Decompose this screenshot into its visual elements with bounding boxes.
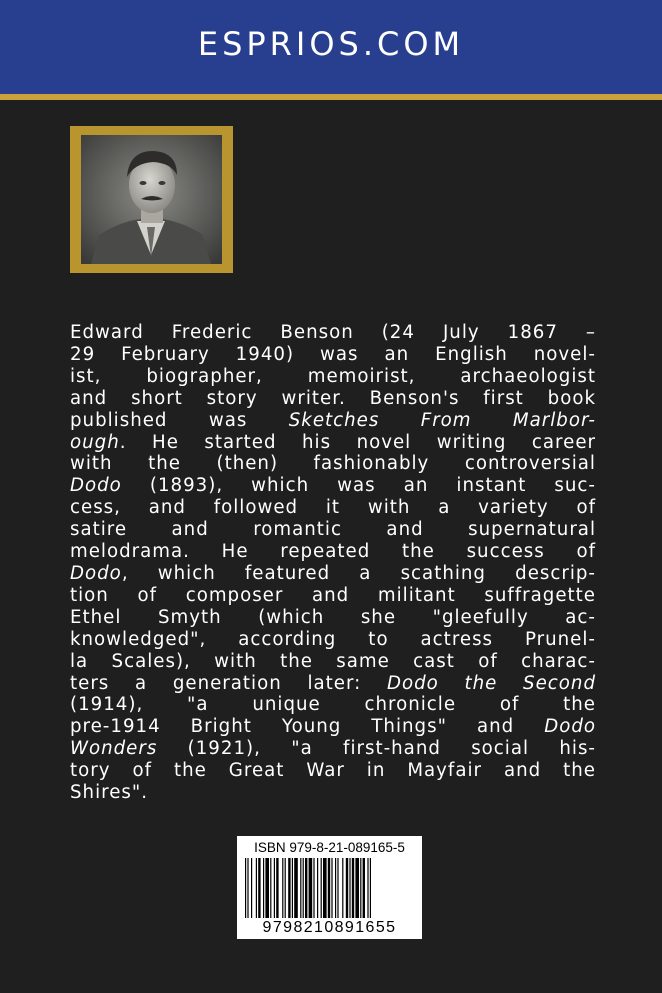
barcode-bar (263, 858, 264, 918)
blurb-text: melodrama. He repeated the success of (70, 541, 596, 563)
blurb-line (70, 760, 596, 782)
barcode-bar (245, 858, 246, 918)
isbn-label: ISBN 979-8-21-089165-5 (254, 840, 405, 855)
blurb-line (70, 475, 596, 497)
blurb-line (70, 629, 596, 651)
blurb-line (70, 694, 596, 716)
barcode-bar (294, 858, 298, 918)
blurb-text: Edward Frederic Benson (24 July 1867 – (70, 322, 596, 343)
blurb-line (70, 388, 596, 410)
blurb-text: (1914), "a unique chronicle of the (70, 694, 596, 716)
blurb-text: . He started his novel writing career (119, 431, 596, 453)
barcode-bar (300, 858, 301, 918)
barcode-bar (355, 858, 359, 918)
isbn-barcode (237, 836, 422, 939)
blurb-text: cess, and followed it with a variety of (70, 497, 596, 519)
blurb-text: ist, biographer, memoirist, archaeologist (70, 365, 596, 387)
barcode-bar (305, 858, 307, 918)
barcode-bar (270, 858, 271, 918)
blurb-line (70, 651, 596, 673)
barcode-bar (323, 858, 327, 918)
blurb-line (70, 497, 596, 519)
blurb-text: with the (then) fashionably controversial (70, 453, 596, 475)
blurb-line (70, 344, 596, 366)
blurb-line (70, 716, 596, 738)
barcode-bar (309, 858, 313, 918)
italic-title: ough (70, 431, 120, 453)
barcode-bar (251, 858, 252, 918)
barcode-bar (328, 858, 330, 918)
barcode-bar (282, 858, 283, 918)
barcode-bar (258, 858, 260, 918)
blurb-line (70, 453, 596, 475)
blurb-text: ters a generation later: (70, 672, 387, 694)
barcode-bar (335, 858, 336, 918)
italic-title: Wonders (70, 738, 158, 760)
barcode-bar (342, 858, 343, 918)
barcode-bar (292, 858, 293, 918)
blurb-line (70, 432, 596, 454)
blurb-text: tion of composer and militant suffragette (70, 584, 596, 606)
blurb-text: satire and romantic and supernatural (70, 519, 596, 541)
barcode-bar (247, 858, 248, 918)
barcode-bar (276, 858, 278, 918)
blurb-text: tory of the Great War in Mayfair and the (70, 760, 596, 782)
barcode-bar (288, 858, 290, 918)
blurb-line (70, 541, 596, 563)
portrait-photo-icon (81, 135, 222, 264)
barcode-bar (337, 858, 338, 918)
header-divider (0, 94, 662, 100)
italic-title: Sketches From Marlbor- (288, 409, 596, 431)
italic-title: Dodo (70, 562, 122, 584)
barcode-bar (363, 858, 365, 918)
barcode-bar (349, 858, 350, 918)
blurb-text: pre-1914 Bright Young Things" and (70, 716, 545, 738)
blurb-text: knowledged", according to actress Prunel- (70, 628, 596, 650)
barcode-bar (367, 858, 368, 918)
italic-title: Dodo (70, 475, 122, 497)
blurb-line (70, 607, 596, 629)
blurb-text: and short story writer. Benson's first book (70, 387, 596, 409)
barcode-bar (352, 858, 354, 918)
blurb-line (70, 738, 596, 760)
barcode-bar (285, 858, 286, 918)
blurb-text: 29 February 1940) was an English novel- (70, 343, 596, 365)
barcode-bar (265, 858, 269, 918)
author-biography (70, 322, 596, 804)
blurb-text: (1921), "a first-hand social his- (157, 738, 596, 760)
blurb-text: , which featured a scathing descrip- (121, 562, 596, 584)
author-portrait-frame (70, 126, 233, 273)
blurb-line (70, 519, 596, 541)
blurb-line (70, 782, 596, 804)
barcode-bar (360, 858, 361, 918)
blurb-text: published was (70, 409, 289, 431)
blurb-text: Shires". (70, 782, 149, 804)
italic-title: Dodo (544, 716, 596, 738)
barcode-bar (313, 858, 314, 918)
barcode-bar (370, 858, 371, 918)
barcode-bar (346, 858, 348, 918)
publisher-name: ESPRIOS.COM (197, 25, 465, 63)
barcode-bar (317, 858, 318, 918)
blurb-line (70, 366, 596, 388)
blurb-line (70, 585, 596, 607)
blurb-line (70, 410, 596, 432)
blurb-line (70, 563, 596, 585)
barcode-bar (331, 858, 332, 918)
blurb-text: (1893), which was an instant suc- (121, 475, 596, 497)
barcode-bar (274, 858, 275, 918)
barcode-digits: 9798210891655 (262, 919, 397, 936)
blurb-text: Ethel Smyth (which she "gleefully ac- (70, 606, 596, 628)
publisher-header (0, 0, 662, 94)
barcode-icon (243, 858, 416, 918)
blurb-text: la Scales), with the same cast of charac- (70, 650, 596, 672)
italic-title: Dodo the Second (386, 672, 596, 694)
blurb-line (70, 673, 596, 695)
barcode-bar (256, 858, 257, 918)
barcode-bar (321, 858, 322, 918)
blurb-line (70, 322, 596, 344)
barcode-bar (303, 858, 304, 918)
